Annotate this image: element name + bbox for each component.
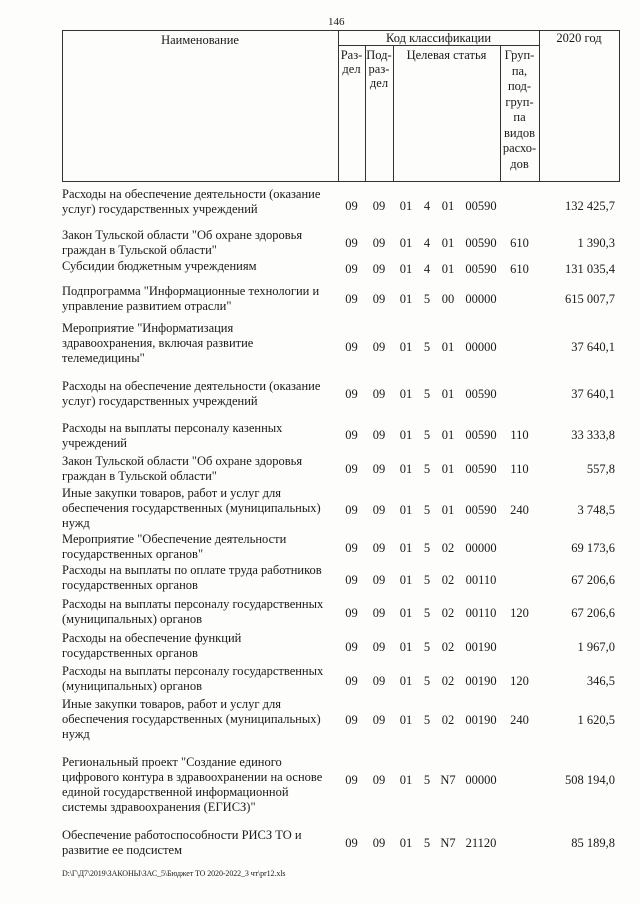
code-pr: 09 bbox=[372, 462, 386, 476]
header-group: Груп- па, под- груп- па видов расхо- дов bbox=[502, 48, 537, 171]
code-t2: 5 bbox=[423, 606, 431, 620]
code-t2: 4 bbox=[423, 199, 431, 213]
row-name-line: (муниципальных) органов bbox=[62, 612, 203, 626]
code-t2: 4 bbox=[423, 236, 431, 250]
code-pr: 09 bbox=[372, 262, 386, 276]
row-name-line: обеспечения государственных (муниципальных) bbox=[62, 712, 321, 726]
code-t1: 01 bbox=[399, 773, 413, 787]
code-rz: 09 bbox=[345, 503, 358, 517]
amount-2020: 3 748,5 bbox=[577, 503, 615, 517]
row-name-line: Иные закупки товаров, работ и услуг для bbox=[62, 486, 282, 500]
code-t1: 01 bbox=[399, 199, 413, 213]
code-pr: 09 bbox=[372, 773, 386, 787]
code-t4: 00190 bbox=[465, 713, 497, 727]
amount-2020: 33 333,8 bbox=[571, 428, 615, 442]
code-t4: 00590 bbox=[465, 236, 497, 250]
row-name-line: Расходы на выплаты персоналу государственных bbox=[62, 664, 324, 678]
code-t3: 02 bbox=[441, 713, 455, 727]
amount-2020: 67 206,6 bbox=[571, 606, 615, 620]
code-pr: 09 bbox=[372, 541, 386, 555]
row-name-line: цифрового контура в здравоохранении на основе bbox=[62, 770, 323, 784]
row-name-line: услуг) государственных учреждений bbox=[62, 394, 258, 408]
code-pr: 09 bbox=[372, 199, 386, 213]
code-t2: 5 bbox=[423, 292, 431, 306]
row-name-line: граждан в Тульской области" bbox=[62, 469, 217, 483]
code-pr: 09 bbox=[372, 387, 386, 401]
row-name-line: Расходы на выплаты по оплате труда работников bbox=[62, 563, 322, 577]
row-name bbox=[62, 421, 334, 451]
row-name-line: Расходы на обеспечение деятельности (оказание bbox=[62, 379, 321, 393]
row-name-line: (муниципальных) органов bbox=[62, 679, 203, 693]
code-t1: 01 bbox=[399, 236, 413, 250]
code-rz: 09 bbox=[345, 462, 358, 476]
amount-2020: 67 206,6 bbox=[571, 573, 615, 587]
page-number: 146 bbox=[328, 16, 345, 28]
code-t4: 00590 bbox=[465, 262, 497, 276]
code-t2: 5 bbox=[423, 674, 431, 688]
row-name-line: граждан в Тульской области" bbox=[62, 243, 217, 257]
code-t1: 01 bbox=[399, 292, 413, 306]
amount-2020: 132 425,7 bbox=[565, 199, 615, 213]
amount-2020: 131 035,4 bbox=[565, 262, 615, 276]
row-name-line: Расходы на выплаты персоналу государственных bbox=[62, 597, 324, 611]
code-t3: 01 bbox=[441, 262, 455, 276]
code-t2: 5 bbox=[423, 640, 431, 654]
code-t4: 00000 bbox=[465, 541, 497, 555]
row-name-line: Расходы на обеспечение деятельности (оказание bbox=[62, 187, 321, 201]
row-name-line: нужд bbox=[62, 516, 90, 530]
row-name-line: Подпрограмма "Информационные технологии и bbox=[62, 284, 320, 298]
row-name-line: Закон Тульской области "Об охране здоровья bbox=[62, 228, 303, 242]
code-t2: 5 bbox=[423, 541, 431, 555]
code-t1: 01 bbox=[399, 462, 413, 476]
code-vr: 240 bbox=[510, 713, 529, 727]
row-name bbox=[62, 664, 334, 694]
code-t1: 01 bbox=[399, 428, 413, 442]
code-t1: 01 bbox=[399, 573, 413, 587]
code-t3: 02 bbox=[441, 674, 455, 688]
code-t4: 00590 bbox=[465, 428, 497, 442]
code-t4: 00590 bbox=[465, 387, 497, 401]
code-t3: 00 bbox=[441, 292, 455, 306]
code-rz: 09 bbox=[345, 428, 358, 442]
code-pr: 09 bbox=[372, 640, 386, 654]
code-rz: 09 bbox=[345, 640, 358, 654]
code-t4: 00190 bbox=[465, 674, 497, 688]
row-name bbox=[62, 228, 334, 258]
code-t4: 00110 bbox=[465, 606, 497, 620]
code-pr: 09 bbox=[372, 713, 386, 727]
amount-2020: 1 967,0 bbox=[577, 640, 615, 654]
code-t2: 5 bbox=[423, 573, 431, 587]
code-vr: 610 bbox=[510, 236, 529, 250]
row-name-line: нужд bbox=[62, 727, 90, 741]
row-name bbox=[62, 532, 334, 562]
row-name-line: обеспечения государственных (муниципальных) bbox=[62, 501, 321, 515]
row-name bbox=[62, 755, 334, 815]
row-name-line: государственных органов" bbox=[62, 547, 204, 561]
code-t4: 00590 bbox=[465, 462, 497, 476]
code-rz: 09 bbox=[345, 674, 358, 688]
code-t4: 00000 bbox=[465, 340, 497, 354]
header-code-group: Код классификации bbox=[385, 31, 492, 45]
amount-2020: 557,8 bbox=[586, 462, 615, 476]
row-name-line: Закон Тульской области "Об охране здоровья bbox=[62, 454, 303, 468]
code-t1: 01 bbox=[399, 836, 413, 850]
code-rz: 09 bbox=[345, 713, 358, 727]
code-t4: 00110 bbox=[465, 573, 497, 587]
row-name-line: государственных органов bbox=[62, 578, 198, 592]
code-t4: 00000 bbox=[465, 292, 497, 306]
row-name bbox=[62, 828, 334, 858]
header-year: 2020 год bbox=[556, 31, 602, 45]
code-pr: 09 bbox=[372, 573, 386, 587]
code-t2: 5 bbox=[423, 773, 431, 787]
code-rz: 09 bbox=[345, 541, 358, 555]
row-name-line: Региональный проект "Создание единого bbox=[62, 755, 282, 769]
code-t4: 00000 bbox=[465, 773, 497, 787]
code-t2: 5 bbox=[423, 428, 431, 442]
code-t3: 02 bbox=[441, 541, 455, 555]
code-vr: 120 bbox=[510, 606, 529, 620]
amount-2020: 37 640,1 bbox=[571, 340, 615, 354]
row-name bbox=[62, 284, 334, 314]
row-name-line: здравоохранения, включая развитие bbox=[62, 336, 254, 350]
code-rz: 09 bbox=[345, 573, 358, 587]
amount-2020: 85 189,8 bbox=[571, 836, 615, 850]
code-t4: 00590 bbox=[465, 503, 497, 517]
code-t1: 01 bbox=[399, 606, 413, 620]
row-name-line: развитие ее подсистем bbox=[62, 843, 183, 857]
header-razdel: Раз- дел bbox=[340, 48, 363, 76]
code-rz: 09 bbox=[345, 262, 358, 276]
code-t1: 01 bbox=[399, 640, 413, 654]
code-t4: 21120 bbox=[465, 836, 497, 850]
code-t3: 02 bbox=[441, 606, 455, 620]
row-name bbox=[62, 631, 334, 661]
row-name bbox=[62, 379, 334, 409]
code-pr: 09 bbox=[372, 606, 386, 620]
row-name-line: Обеспечение работоспособности РИСЗ ТО и bbox=[62, 828, 302, 842]
code-t2: 5 bbox=[423, 713, 431, 727]
row-name bbox=[62, 259, 334, 274]
header-target: Целевая статья bbox=[406, 48, 487, 62]
row-name-line: Мероприятие "Обеспечение деятельности bbox=[62, 532, 287, 546]
row-name-line: услуг) государственных учреждений bbox=[62, 202, 258, 216]
code-rz: 09 bbox=[345, 773, 358, 787]
amount-2020: 615 007,7 bbox=[565, 292, 615, 306]
code-rz: 09 bbox=[345, 292, 358, 306]
code-pr: 09 bbox=[372, 836, 386, 850]
code-t1: 01 bbox=[399, 713, 413, 727]
code-t3: 02 bbox=[441, 573, 455, 587]
code-rz: 09 bbox=[345, 836, 358, 850]
code-t1: 01 bbox=[399, 541, 413, 555]
code-rz: 09 bbox=[345, 199, 358, 213]
row-name bbox=[62, 486, 334, 531]
code-t2: 4 bbox=[423, 262, 431, 276]
code-t3: 01 bbox=[441, 387, 455, 401]
row-name bbox=[62, 321, 334, 366]
code-t3: 02 bbox=[441, 640, 455, 654]
code-t2: 5 bbox=[423, 503, 431, 517]
code-t3: 01 bbox=[441, 236, 455, 250]
amount-2020: 69 173,6 bbox=[571, 541, 615, 555]
row-name-line: Расходы на обеспечение функций bbox=[62, 631, 242, 645]
row-name-line: государственных органов bbox=[62, 646, 198, 660]
code-t1: 01 bbox=[399, 262, 413, 276]
row-name-line: учреждений bbox=[62, 436, 127, 450]
row-name-line: Иные закупки товаров, работ и услуг для bbox=[62, 697, 282, 711]
amount-2020: 508 194,0 bbox=[565, 773, 615, 787]
row-name-line: Расходы на выплаты персоналу казенных bbox=[62, 421, 283, 435]
row-name bbox=[62, 187, 334, 217]
amount-2020: 37 640,1 bbox=[571, 387, 615, 401]
code-t2: 5 bbox=[423, 387, 431, 401]
code-vr: 240 bbox=[510, 503, 529, 517]
row-name bbox=[62, 563, 334, 593]
code-t1: 01 bbox=[399, 674, 413, 688]
amount-2020: 1 620,5 bbox=[577, 713, 615, 727]
code-t1: 01 bbox=[399, 340, 413, 354]
row-name bbox=[62, 597, 334, 627]
footer-file-path: D:\Г\Д7\2019\ЗАКОНЫ\ЗАС_5\Бюджет ТО 2020-2022_3 чт\pr12.xls bbox=[62, 869, 286, 878]
code-t1: 01 bbox=[399, 503, 413, 517]
code-rz: 09 bbox=[345, 387, 358, 401]
code-vr: 610 bbox=[510, 262, 529, 276]
amount-2020: 346,5 bbox=[586, 674, 615, 688]
code-t3: N7 bbox=[440, 773, 456, 787]
code-t2: 5 bbox=[423, 462, 431, 476]
code-rz: 09 bbox=[345, 236, 358, 250]
row-name bbox=[62, 697, 334, 742]
code-pr: 09 bbox=[372, 428, 386, 442]
code-t4: 00190 bbox=[465, 640, 497, 654]
code-vr: 110 bbox=[510, 428, 529, 442]
code-vr: 120 bbox=[510, 674, 529, 688]
code-t3: 01 bbox=[441, 503, 455, 517]
code-t3: 01 bbox=[441, 340, 455, 354]
code-t4: 00590 bbox=[465, 199, 497, 213]
code-t2: 5 bbox=[423, 836, 431, 850]
row-name-line: единой государственной информационной bbox=[62, 785, 289, 799]
code-t3: 01 bbox=[441, 428, 455, 442]
code-pr: 09 bbox=[372, 292, 386, 306]
code-t3: 01 bbox=[441, 199, 455, 213]
code-t2: 5 bbox=[423, 340, 431, 354]
row-name-line: Субсидии бюджетным учреждениям bbox=[62, 259, 257, 273]
code-pr: 09 bbox=[372, 340, 386, 354]
code-pr: 09 bbox=[372, 674, 386, 688]
code-rz: 09 bbox=[345, 606, 358, 620]
header-name: Наименование bbox=[161, 33, 239, 47]
row-name-line: Мероприятие "Информатизация bbox=[62, 321, 234, 335]
code-pr: 09 bbox=[372, 503, 386, 517]
code-pr: 09 bbox=[372, 236, 386, 250]
code-vr: 110 bbox=[510, 462, 529, 476]
row-name bbox=[62, 454, 334, 484]
code-t3: 01 bbox=[441, 462, 455, 476]
code-t3: N7 bbox=[440, 836, 456, 850]
row-name-line: системы здравоохранения (ЕГИСЗ)" bbox=[62, 800, 256, 814]
row-name-line: телемедицины" bbox=[62, 351, 145, 365]
amount-2020: 1 390,3 bbox=[577, 236, 615, 250]
header-podrazdel: Под- раз- дел bbox=[366, 48, 392, 90]
row-name-line: управление развитием отрасли" bbox=[62, 299, 232, 313]
code-t1: 01 bbox=[399, 387, 413, 401]
code-rz: 09 bbox=[345, 340, 358, 354]
